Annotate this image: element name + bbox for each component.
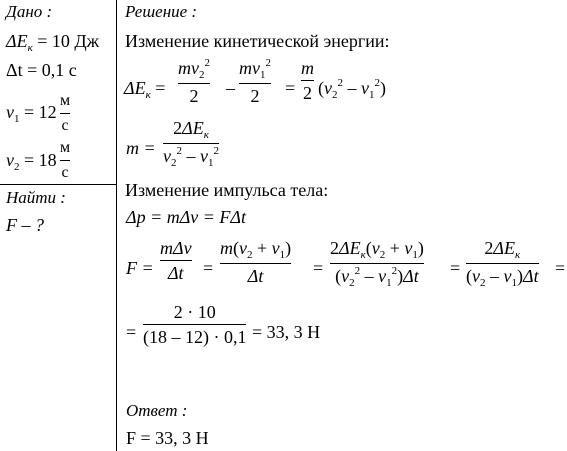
given-v2-subscript: 2 xyxy=(14,161,20,173)
force-lhs: F = xyxy=(126,258,154,278)
given-v2-unit xyxy=(60,136,70,185)
given-v1-unit-num: м xyxy=(60,92,71,109)
given-v2-unit-den: с xyxy=(61,164,69,181)
given-v1-symbol: v xyxy=(6,102,14,122)
given-header: Дано : xyxy=(6,2,53,21)
force-eq-4: = xyxy=(555,258,566,278)
given-divider-horizontal xyxy=(0,184,117,185)
force-frac-3-den: $(v_2^2 - v_1^2)\Delta t$ xyxy=(335,265,419,289)
mass-frac xyxy=(163,116,219,171)
mass-lhs: m = xyxy=(126,138,156,158)
numeric-frac xyxy=(143,300,246,349)
kinetic-minus: – xyxy=(226,78,235,98)
kinetic-frac-3-num: m xyxy=(301,58,314,78)
force-frac-1-num: mΔv xyxy=(160,238,192,258)
given-energy-symbol: ΔE xyxy=(6,31,28,51)
momentum-title: Изменение импульса тела: xyxy=(125,180,329,200)
force-frac-2-den: Δt xyxy=(247,266,264,286)
force-frac-1 xyxy=(160,236,192,285)
given-v2-unit-num: м xyxy=(60,139,71,156)
given-v1-value: = 12 xyxy=(19,102,57,122)
force-frac-2-num: $m(v_2 + v_1)$ xyxy=(220,238,292,261)
kinetic-title: Изменение кинетической энергии: xyxy=(125,31,390,51)
kinetic-frac-1-num: $mv_2^2$ xyxy=(178,57,210,81)
kinetic-frac-1 xyxy=(178,56,210,108)
kinetic-paren: $(v_2^2 - v_1^2)$ xyxy=(318,77,386,101)
force-frac-3 xyxy=(330,236,424,291)
given-energy-subscript: к xyxy=(27,42,33,54)
find-item: F – ? xyxy=(6,215,44,235)
force-eq-2: = xyxy=(313,258,324,278)
kinetic-frac-3 xyxy=(301,56,314,105)
force-frac-2 xyxy=(220,236,291,288)
given-v1 xyxy=(6,102,57,123)
given-divider-vertical xyxy=(116,0,117,451)
given-v1-subscript: 1 xyxy=(14,113,20,125)
force-eq-1: = xyxy=(203,258,214,278)
given-v2 xyxy=(6,150,57,171)
given-v2-value: = 18 xyxy=(19,150,57,170)
given-energy xyxy=(6,31,99,52)
find-header: Найти : xyxy=(6,188,66,207)
numeric-frac-den: (18 – 12) · 0,1 xyxy=(143,327,247,347)
numeric-result: = 33, 3 Н xyxy=(252,322,321,342)
numeric-frac-num: 2 · 10 xyxy=(173,302,216,322)
force-frac-1-den: Δt xyxy=(167,263,184,283)
kinetic-eq: = xyxy=(285,78,296,98)
given-energy-value: = 10 Дж xyxy=(32,31,100,51)
kinetic-frac-2-num: $mv_1^2$ xyxy=(239,57,271,81)
force-frac-4-den: $(v_2 - v_1)\Delta t$ xyxy=(466,266,539,289)
force-frac-3-num: $2\Delta E_к(v_2 + v_1)$ xyxy=(330,238,424,261)
given-v2-symbol: v xyxy=(6,150,14,170)
given-v1-unit-den: с xyxy=(61,117,69,134)
given-v1-unit xyxy=(60,89,70,138)
solution-header: Решение : xyxy=(125,2,198,21)
force-frac-4-num: $2\Delta E_к$ xyxy=(484,238,521,261)
momentum-eq: Δp = mΔv = FΔt xyxy=(126,207,246,227)
numeric-eq: = xyxy=(126,322,137,342)
mass-frac-num: $2\Delta E_к$ xyxy=(173,118,209,141)
kinetic-frac-2-den: 2 xyxy=(250,86,260,106)
kinetic-frac-3-den: 2 xyxy=(303,83,312,103)
force-frac-4 xyxy=(466,236,539,291)
kinetic-lhs: $\Delta E_к$ = xyxy=(124,78,166,101)
mass-frac-den: $v_2^2 - v_1^2$ xyxy=(163,145,219,169)
given-time: Δt = 0,1 с xyxy=(6,60,77,80)
answer-value: F = 33, 3 Н xyxy=(126,428,209,448)
kinetic-frac-1-den: 2 xyxy=(189,86,199,106)
force-eq-3: = xyxy=(450,258,461,278)
kinetic-frac-2 xyxy=(239,56,271,108)
answer-header: Ответ : xyxy=(126,401,188,420)
